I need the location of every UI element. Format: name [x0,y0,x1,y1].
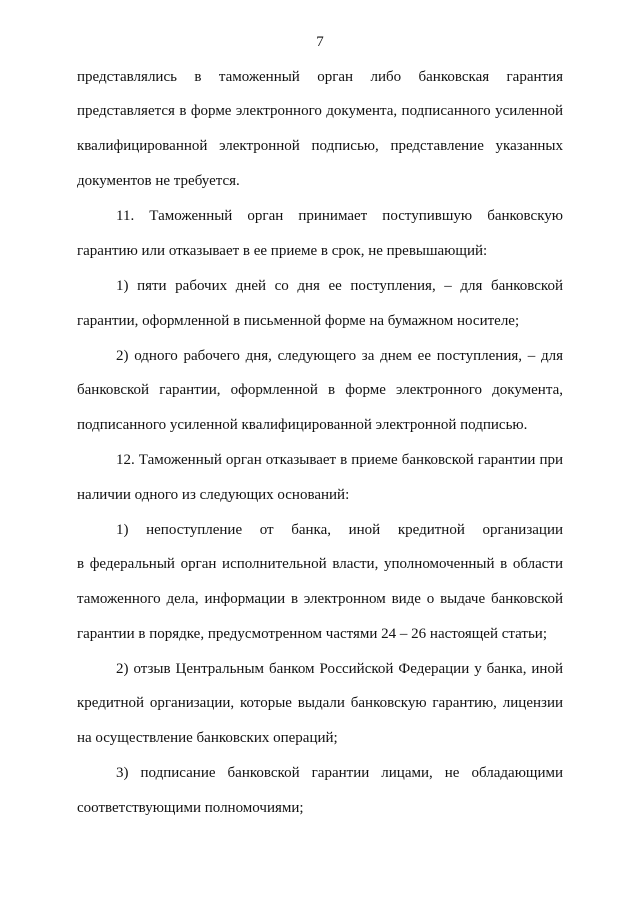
text-line: 2) одного рабочего дня, следующего за днем ее поступления, – для [116,348,563,364]
text-line: гарантии, оформленной в письменной форме на бумажном носителе; [77,313,520,329]
text-line: 3) подписание банковской гарантии лицами, не обладающими [116,765,563,781]
text-line: таможенного дела, информации в электронном виде о выдаче банковской [77,591,563,607]
text-line: банковской гарантии, оформленной в форме электронного документа, [77,382,563,398]
text-line: кредитной организации, которые выдали банковскую гарантию, лицензии [77,695,563,711]
text-line: 12. Таможенный орган отказывает в приеме банковской гарантии при [116,452,563,468]
text-line: наличии одного из следующих оснований: [77,487,350,503]
text-line: представляется в форме электронного документа, подписанного усиленной [77,103,563,119]
text-line: в федеральный орган исполнительной власти, уполномоченный в области [77,556,563,572]
text-line: 1) непоступление от банка, иной кредитной организации [116,522,563,538]
text-line: 2) отзыв Центральным банком Российской Федерации у банка, иной [116,661,563,677]
text-line: на осуществление банковских операций; [77,730,338,746]
text-line: 1) пяти рабочих дней со дня ее поступления, – для банковской [116,278,563,294]
text-line: представлялись в таможенный орган либо банковская гарантия [77,69,563,85]
text-line: гарантии в порядке, предусмотренном частями 24 – 26 настоящей статьи; [77,626,547,642]
text-line: соответствующими полномочиями; [77,800,304,816]
text-line: подписанного усиленной квалифицированной электронной подписью. [77,417,528,433]
page-number: 7 [316,34,324,50]
text-line: гарантию или отказывает в ее приеме в срок, не превышающий: [77,243,488,259]
text-line: документов не требуется. [77,173,240,189]
text-line: квалифицированной электронной подписью, представление указанных [77,138,563,154]
text-line: 11. Таможенный орган принимает поступившую банковскую [116,208,563,224]
